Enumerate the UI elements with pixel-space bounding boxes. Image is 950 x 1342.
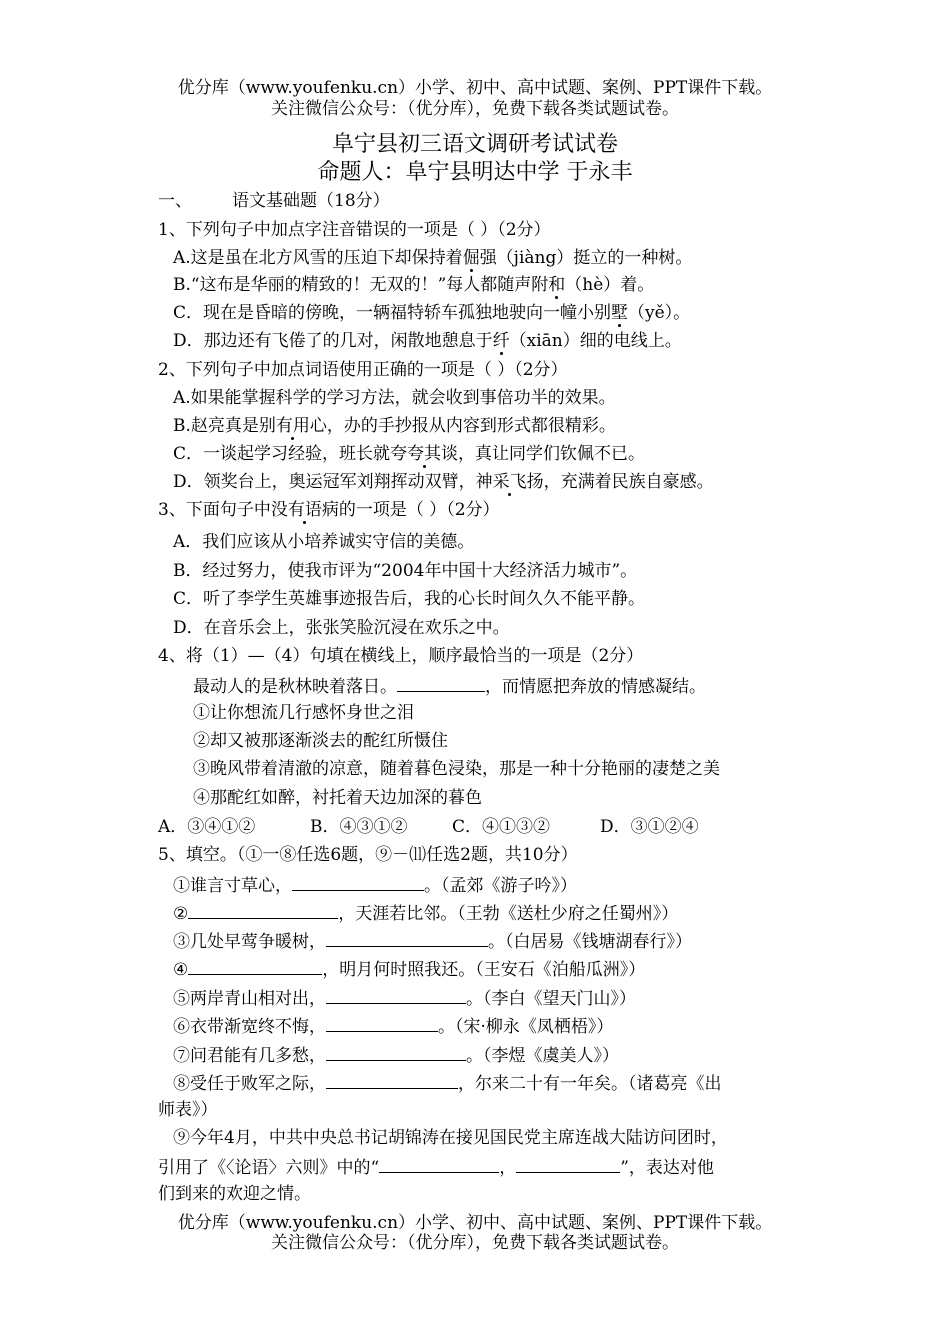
q5-stem: 5、填空。（①一⑧任选6题，⑨－⑾任选2题，共10分） — [158, 845, 578, 865]
q5-item-2: ② ，天涯若比邻。（王勃《送杜少府之任蜀州》） — [173, 901, 678, 925]
q1-stem: 1、下列句子中加点字注音错误的一项是（ ）（2分） — [158, 220, 551, 240]
answer-blank — [326, 986, 466, 1004]
q5-item-9-line-2: 引用了《〈论语〉六则》中的“ ， ”，表达对他 — [158, 1155, 714, 1179]
q5-item-1: ①谁言寸草心， 。（孟郊《游子吟》） — [173, 873, 577, 897]
q2-option-a: A.如果能掌握科学的学习方法，就会收到事倍功半的效果。 — [173, 388, 616, 408]
q4-sentence: 最动人的是秋林映着落日。 ，而情愿把奔放的情感凝结。 — [193, 674, 706, 698]
footer-line-2: 关注微信公众号：（优分库），免费下载各类试题试卷。 — [271, 1233, 679, 1253]
answer-blank — [188, 957, 322, 975]
q3-option-c: C．听了李学生英雄事迹报告后，我的心长时间久久不能平静。 — [173, 589, 646, 609]
q3-option-b: B．经过努力，使我市评为“2004年中国十大经济活力城市”。 — [173, 561, 638, 581]
q4-choice-b: B．④③①② — [310, 817, 408, 837]
dotted-phrase: 没有语病 — [270, 500, 339, 520]
q5-item-9-line-3: 们到来的欢迎之情。 — [158, 1184, 311, 1204]
dotted-char: 墅 — [611, 303, 629, 323]
q4-choice-c: C．④①③② — [452, 817, 551, 837]
q5-item-4: ④ ，明月何时照我还。（王安石《泊船瓜洲》） — [173, 957, 645, 981]
answer-blank — [397, 674, 485, 692]
dotted-char: 纤 — [492, 331, 510, 351]
footer-line-1: 优分库（www.youfenku.cn）小学、初中、高中试题、案例、PPT课件下载。 — [177, 1213, 773, 1233]
q5-item-5: ⑤两岸青山相对出， 。（李白《望天门山》） — [173, 986, 636, 1010]
q2-option-d: D．领奖台上，奥运冠军刘翔挥动双臂，神采飞扬，充满着民族自豪感。 — [173, 472, 714, 492]
q4-item-4: ④那酡红如醉，衬托着天边加深的暮色 — [193, 788, 482, 808]
q4-item-1: ①让你想流几行感怀身世之泪 — [193, 703, 414, 723]
q2-option-b: B.赵亮真是别有用心，办的手抄报从内容到形式都很精彩。 — [173, 416, 616, 436]
header-line-1: 优分库（www.youfenku.cn）小学、初中、高中试题、案例、PPT课件下载。 — [177, 78, 773, 98]
q5-item-8-continued: 师表》） — [158, 1100, 218, 1120]
dotted-char: 倔 — [462, 248, 480, 268]
q3-stem: 3、下面句子中没有语病的一项是（ ）（2分） — [158, 500, 500, 520]
q1-option-b: B.“这布是华丽的精致的！无双的！”每人都随声附和（hè）着。 — [173, 275, 655, 295]
header-line-2: 关注微信公众号：（优分库），免费下载各类试题试卷。 — [271, 99, 679, 119]
answer-blank — [326, 1014, 438, 1032]
answer-blank — [326, 929, 488, 947]
section-number: 一、 — [158, 191, 192, 211]
q2-option-c: C．一谈起学习经验，班长就夸夸其谈，真让同学们钦佩不已。 — [173, 444, 646, 464]
q5-item-6: ⑥衣带渐宽终不悔， 。（宋·柳永《凤栖梧》） — [173, 1014, 613, 1038]
section-heading: 语文基础题（18分） — [232, 191, 390, 211]
dotted-phrase: 别有用心 — [258, 416, 327, 436]
answer-blank — [326, 1043, 466, 1061]
answer-blank — [292, 873, 424, 891]
q3-option-d: D．在音乐会上，张张笑脸沉浸在欢乐之中。 — [173, 618, 510, 638]
q2-stem: 2、下列句子中加点词语使用正确的一项是（ ）（2分） — [158, 360, 568, 380]
page-title: 阜宁县初三语文调研考试试卷 — [331, 132, 618, 157]
q1-option-d: D．那边还有飞倦了的几对，闲散地憩息于纤（xiān）细的电线上。 — [173, 331, 682, 351]
answer-blank — [516, 1155, 620, 1173]
q1-option-a: A.这是虽在北方风雪的压迫下却保持着倔强（jiàng）挺立的一种树。 — [173, 248, 693, 268]
dotted-phrase: 夸夸其谈 — [390, 444, 459, 464]
q4-item-2: ②却又被那逐渐淡去的酡红所慑住 — [193, 731, 448, 751]
q4-item-3: ③晚风带着清澈的凉意，随着暮色浸染，那是一种十分艳丽的凄楚之美 — [193, 759, 720, 779]
q5-item-7: ⑦问君能有几多愁， 。（李煜《虞美人》） — [173, 1043, 619, 1067]
author-line: 命题人：阜宁县明达中学 于永丰 — [317, 160, 633, 185]
q5-item-8: ⑧受任于败军之际， ，尔来二十有一年矣。（诸葛亮《出 — [173, 1071, 722, 1095]
answer-blank — [379, 1155, 499, 1173]
answer-blank — [326, 1071, 458, 1089]
q4-choice-d: D．③①②④ — [600, 817, 699, 837]
answer-blank — [188, 901, 338, 919]
dotted-char: 和 — [548, 275, 566, 295]
dotted-phrase: 神采飞扬 — [475, 472, 544, 492]
q4-choice-a: A．③④①② — [158, 817, 256, 837]
q4-stem: 4、将（1）—（4）句填在横线上，顺序最恰当的一项是（2分） — [158, 646, 644, 666]
q3-option-a: A．我们应该从小培养诚实守信的美德。 — [173, 532, 475, 552]
q5-item-9-line-1: ⑨今年4月，中共中央总书记胡锦涛在接见国民党主席连战大陆访问团时， — [173, 1128, 728, 1148]
q1-option-c: C．现在是昏暗的傍晚，一辆福特轿车孤独地驶向一幢小别墅（yě）。 — [173, 303, 691, 323]
q5-item-3: ③几处早莺争暖树， 。（白居易《钱塘湖春行》） — [173, 929, 692, 953]
